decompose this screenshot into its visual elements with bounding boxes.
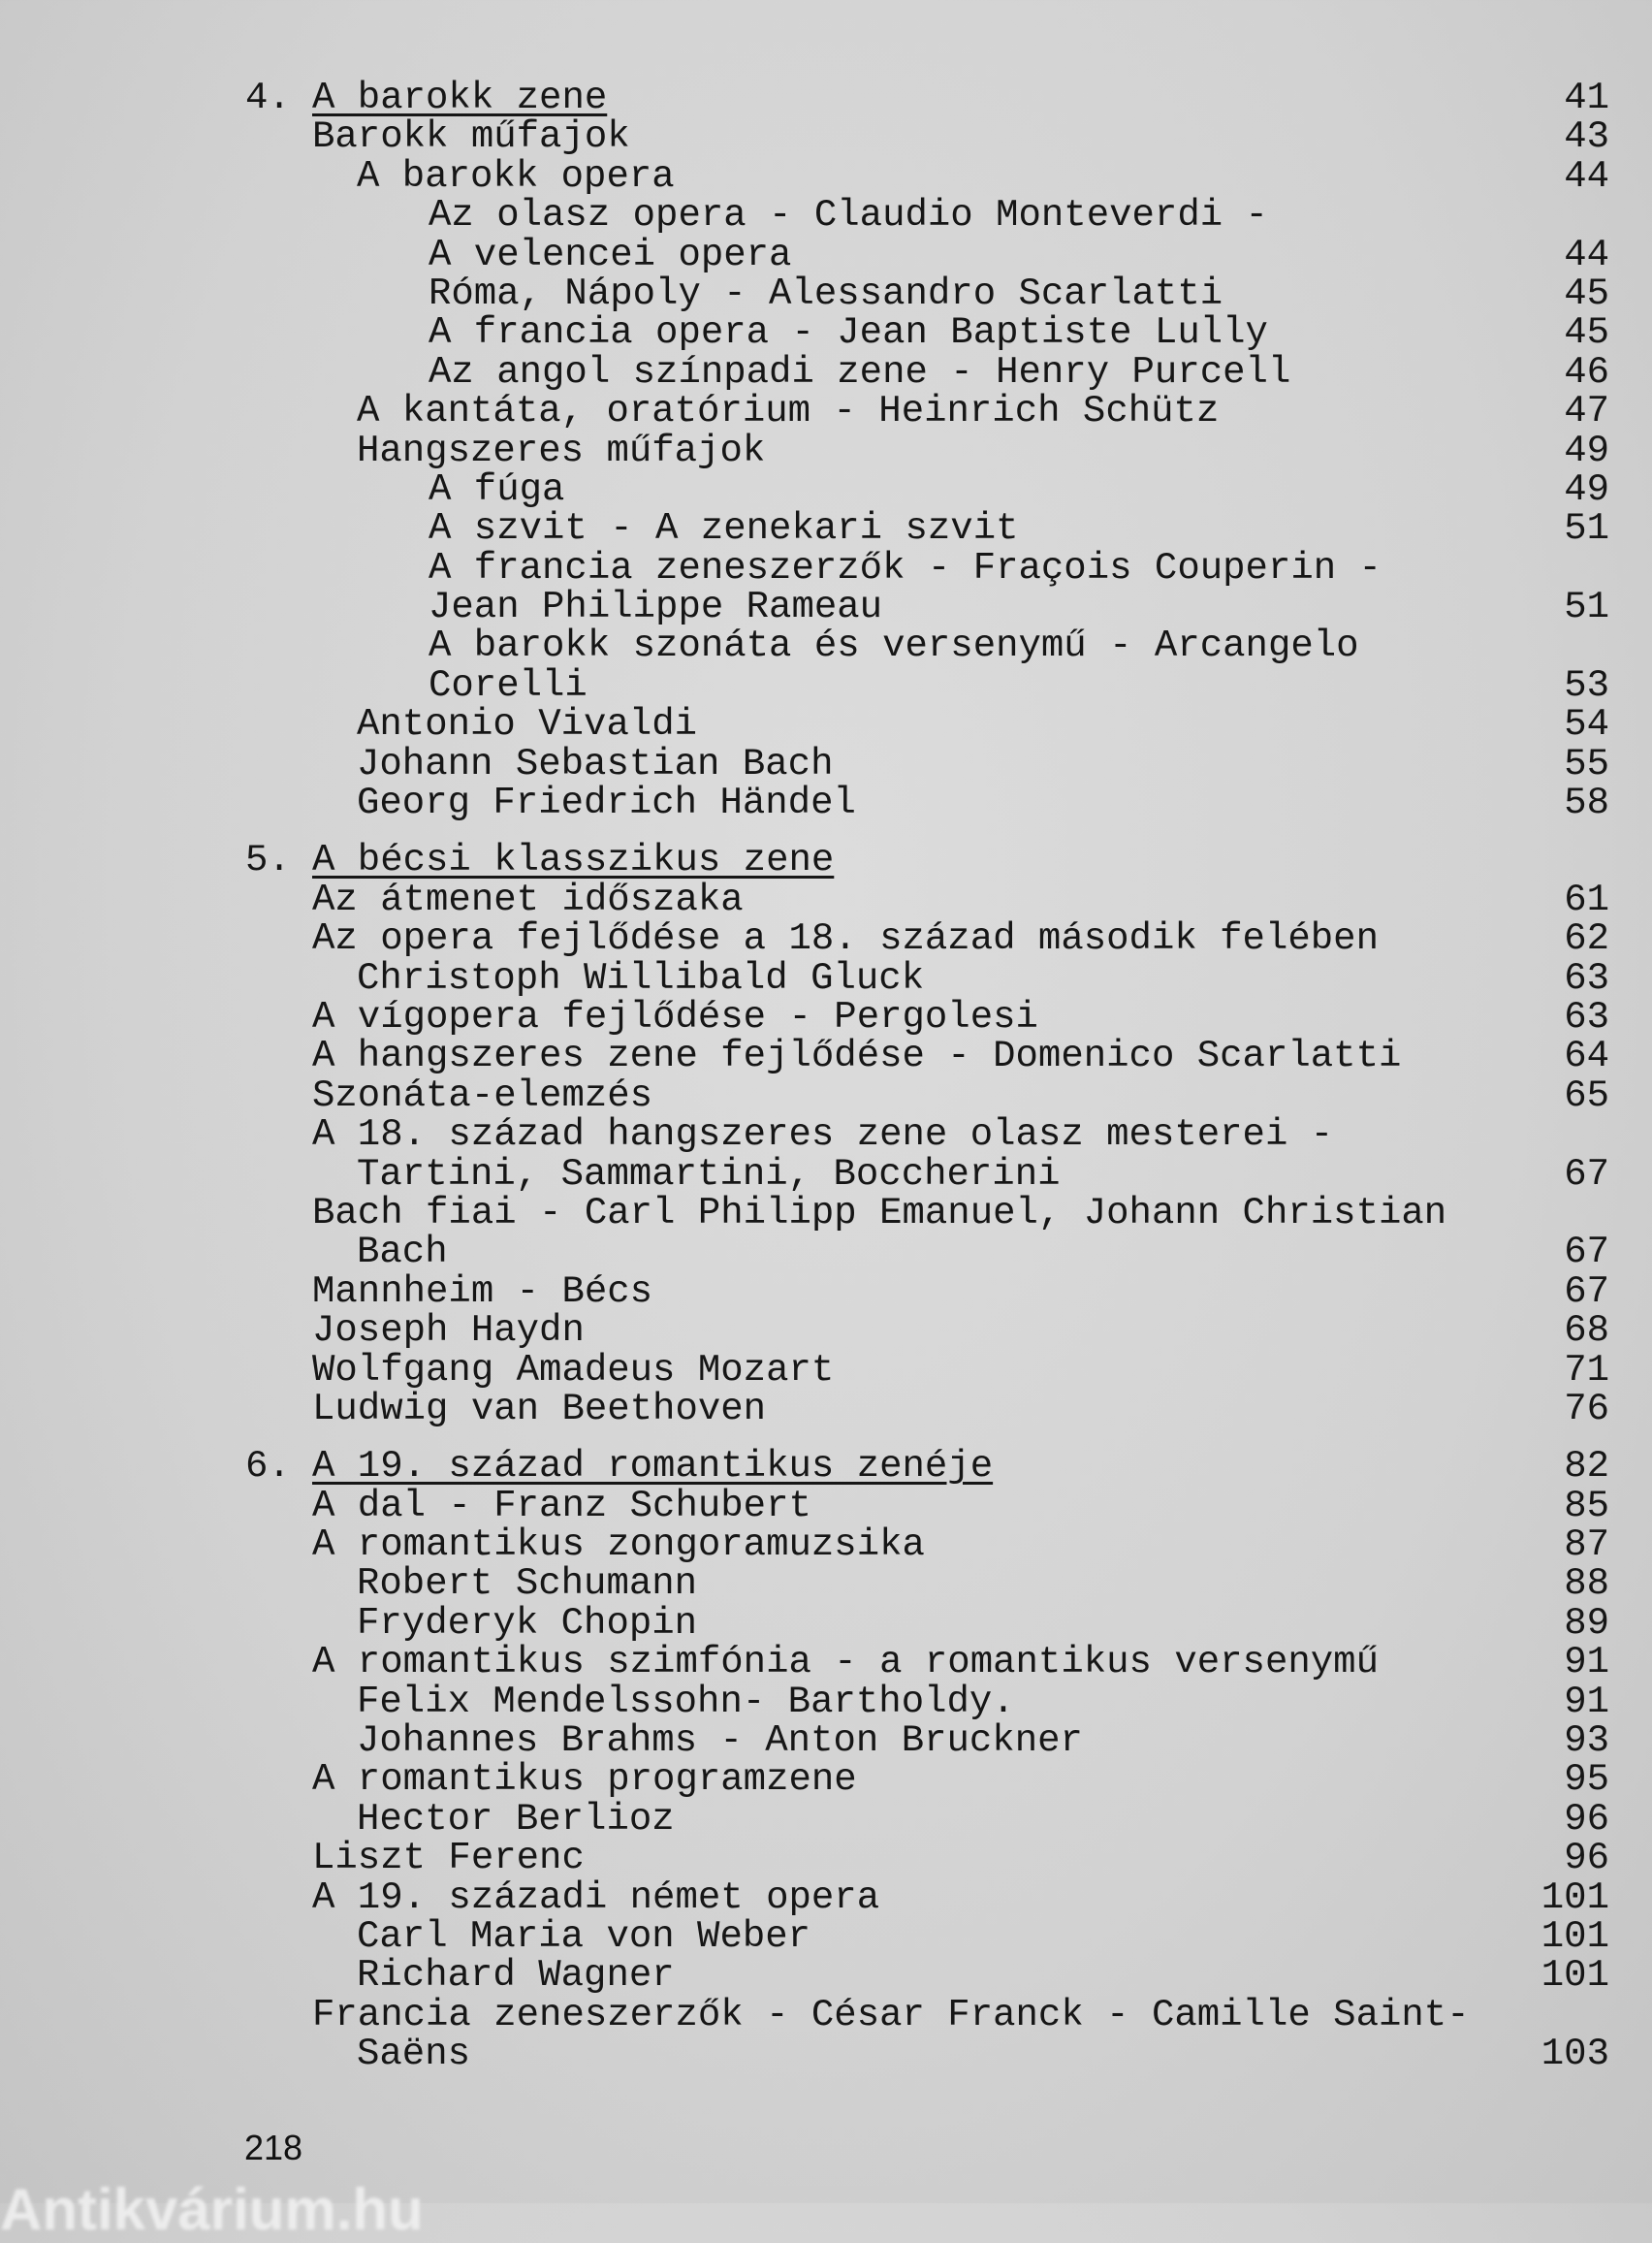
dot-leader xyxy=(470,2035,484,2073)
toc-entry xyxy=(0,586,1652,629)
entry-title: Richard Wagner xyxy=(357,1954,675,1998)
entry-page-number: 47 xyxy=(1564,390,1609,433)
entry-title: Felix Mendelssohn- Bartholdy. xyxy=(357,1680,1015,1723)
toc-entry xyxy=(0,956,1652,1000)
entry-title: Antonio Vivaldi xyxy=(357,703,698,747)
entry-title: Ludwig van Beethoven xyxy=(312,1387,767,1430)
entry-title: Az olasz opera - Claudio Monteverdi - xyxy=(429,194,1268,238)
chapter-entry xyxy=(0,1445,1652,1489)
dot-leader xyxy=(879,1878,893,1917)
entry-page-number: 76 xyxy=(1564,1387,1609,1430)
toc-entry xyxy=(0,1914,1652,1958)
entry-title: A kantáta, oratórium - Heinrich Schütz xyxy=(357,390,1220,433)
entry-title: Francia zeneszerzők - César Franck - Camille Saint- xyxy=(312,1993,1470,2036)
toc-entry xyxy=(0,546,1652,590)
entry-title: A romantikus zongoramuzsika xyxy=(312,1523,925,1567)
toc-entry xyxy=(0,995,1652,1039)
entry-title: Mannheim - Bécs xyxy=(312,1269,653,1313)
entry-title: Tartini, Sammartini, Boccherini xyxy=(357,1152,1061,1196)
entry-page-number: 101 xyxy=(1541,1954,1609,1998)
entry-page-number: 95 xyxy=(1564,1758,1609,1802)
entry-page-number: 96 xyxy=(1564,1837,1609,1880)
dot-leader xyxy=(448,1233,461,1271)
dot-leader xyxy=(585,1839,598,1877)
entry-title: Joseph Haydn xyxy=(312,1309,585,1353)
dot-leader xyxy=(652,1076,666,1115)
entry-title: Bach fiai - Carl Philipp Emanuel, Johann Christian xyxy=(312,1191,1447,1234)
entry-title: Corelli xyxy=(429,663,588,707)
toc-entry xyxy=(0,1035,1652,1078)
toc-entry xyxy=(0,1954,1652,1998)
toc-entry xyxy=(0,1348,1652,1392)
toc-entry xyxy=(0,1191,1652,1234)
entry-page-number: 45 xyxy=(1564,272,1609,315)
dot-leader xyxy=(924,959,937,998)
toc-entry xyxy=(0,1993,1652,2036)
entry-title: A hangszeres zene fejlődése - Domenico Scarlatti xyxy=(312,1035,1402,1078)
dot-leader xyxy=(1379,1643,1392,1682)
chapter-entry xyxy=(0,79,1652,117)
dot-leader xyxy=(765,432,778,470)
entry-title: Szonáta-elemzés xyxy=(312,1073,653,1117)
dot-leader xyxy=(1083,1721,1096,1760)
toc-entry xyxy=(0,742,1652,785)
toc-entry xyxy=(0,2033,1652,2076)
chapter-entry xyxy=(0,841,1652,880)
dot-leader xyxy=(697,705,711,744)
dot-leader xyxy=(791,236,805,274)
dot-leader xyxy=(882,588,896,626)
entry-title: A barokk opera xyxy=(357,154,675,198)
dot-leader xyxy=(1038,998,1052,1037)
dot-leader xyxy=(1019,509,1032,548)
entry-title: Johannes Brahms - Anton Bruckner xyxy=(357,1719,1083,1763)
entry-page-number: 43 xyxy=(1564,115,1609,159)
entry-title: A dal - Franz Schubert xyxy=(312,1484,811,1527)
dot-leader xyxy=(1223,274,1236,313)
entry-page-number: 44 xyxy=(1564,154,1609,198)
entry-title: Saëns xyxy=(357,2033,471,2076)
entry-title: Jean Philippe Rameau xyxy=(429,586,883,629)
entry-page-number: 44 xyxy=(1564,233,1609,276)
entry-page-number: 49 xyxy=(1564,429,1609,472)
toc-entry xyxy=(0,1269,1652,1313)
entry-title: A francia opera - Jean Baptiste Lully xyxy=(429,311,1268,355)
dot-leader xyxy=(675,1800,688,1839)
toc-entry xyxy=(0,233,1652,276)
entry-title: Az angol színpadi zene - Henry Purcell xyxy=(429,350,1291,394)
entry-page-number: 67 xyxy=(1564,1269,1609,1313)
toc-entry xyxy=(0,625,1652,668)
dot-leader xyxy=(856,784,870,822)
entry-page-number: 67 xyxy=(1564,1152,1609,1196)
entry-title: Georg Friedrich Händel xyxy=(357,782,856,825)
entry-page-number: 54 xyxy=(1564,703,1609,747)
toc-entry xyxy=(0,1231,1652,1274)
entry-title: A romantikus szimfónia - a romantikus versenymű xyxy=(312,1641,1379,1684)
toc-entry xyxy=(0,1643,1652,1682)
entry-page-number: 46 xyxy=(1564,350,1609,394)
entry-page-number: 93 xyxy=(1564,1719,1609,1763)
toc-entry xyxy=(0,917,1652,961)
toc-entry xyxy=(0,392,1652,431)
toc-entry xyxy=(0,115,1652,159)
toc-entry xyxy=(0,1719,1652,1763)
entry-title: Az átmenet időszaka xyxy=(312,878,744,921)
entry-page-number: 101 xyxy=(1541,1875,1609,1919)
entry-title: A romantikus programzene xyxy=(312,1758,857,1802)
toc-entry xyxy=(0,703,1652,747)
dot-leader xyxy=(810,1917,824,1956)
entry-page-number: 53 xyxy=(1564,663,1609,707)
entry-page-number: 89 xyxy=(1564,1601,1609,1645)
dot-leader xyxy=(697,1564,711,1603)
watermark: Antikvárium.hu xyxy=(0,2177,424,2242)
toc-entry xyxy=(0,1523,1652,1567)
dot-leader xyxy=(1290,353,1304,392)
chapter-number: 6. xyxy=(245,1445,291,1489)
toc-entry xyxy=(0,1484,1652,1527)
entry-page-number: 55 xyxy=(1564,742,1609,785)
chapter-number: 5. xyxy=(245,839,291,882)
entry-page-number: 64 xyxy=(1564,1035,1609,1078)
entry-page-number: 88 xyxy=(1564,1562,1609,1606)
entry-page-number: 61 xyxy=(1564,878,1609,921)
entry-page-number: 63 xyxy=(1564,956,1609,1000)
table-of-contents xyxy=(0,79,1652,2074)
entry-title: Robert Schumann xyxy=(357,1562,698,1606)
entry-page-number: 45 xyxy=(1564,311,1609,355)
toc-entry xyxy=(0,1073,1652,1117)
dot-leader xyxy=(925,1525,938,1564)
entry-page-number: 103 xyxy=(1541,2033,1609,2076)
dot-leader xyxy=(564,470,578,509)
toc-entry xyxy=(0,1309,1652,1353)
toc-entry xyxy=(0,1875,1652,1919)
entry-title: A 18. század hangszeres zene olasz mesterei - xyxy=(312,1113,1334,1157)
entry-title: Fryderyk Chopin xyxy=(357,1601,698,1645)
entry-title: Liszt Ferenc xyxy=(312,1837,585,1880)
dot-leader xyxy=(993,1447,1006,1486)
entry-title: A fúga xyxy=(429,467,565,511)
entry-title: A 19. századi német opera xyxy=(312,1875,880,1919)
entry-title: Az opera fejlődése a 18. század második felében xyxy=(312,917,1379,961)
entry-page-number: 65 xyxy=(1564,1073,1609,1117)
entry-title: A bécsi klasszikus zene xyxy=(312,839,835,882)
entry-page-number: 58 xyxy=(1564,782,1609,825)
page-number: 218 xyxy=(244,2128,303,2167)
toc-entry xyxy=(0,1601,1652,1645)
entry-title: Hangszeres műfajok xyxy=(357,429,766,472)
entry-page-number: 41 xyxy=(1564,77,1609,119)
toc-entry xyxy=(0,507,1652,551)
entry-title: Johann Sebastian Bach xyxy=(357,742,834,785)
dot-leader xyxy=(652,1272,666,1311)
toc-entry xyxy=(0,154,1652,198)
toc-entry xyxy=(0,194,1652,238)
toc-entry xyxy=(0,1387,1652,1430)
entry-page-number: 49 xyxy=(1564,467,1609,511)
entry-title: A velencei opera xyxy=(429,233,792,276)
entry-title: Hector Berlioz xyxy=(357,1797,675,1841)
dot-leader xyxy=(585,1311,598,1350)
entry-page-number: 71 xyxy=(1564,1348,1609,1392)
entry-page-number: 91 xyxy=(1564,1641,1609,1684)
dot-leader xyxy=(1379,919,1392,958)
dot-leader xyxy=(588,666,601,705)
toc-entry xyxy=(0,350,1652,394)
dot-leader xyxy=(675,157,688,196)
toc-entry xyxy=(0,1837,1652,1880)
dot-leader xyxy=(1268,313,1282,352)
dot-leader xyxy=(744,881,757,919)
entry-title: A francia zeneszerzők - Fraçois Couperin - xyxy=(429,546,1382,590)
toc-entry xyxy=(0,1562,1652,1606)
entry-title: Christoph Willibald Gluck xyxy=(357,956,925,1000)
dot-leader xyxy=(1219,392,1232,431)
dot-leader xyxy=(834,1351,847,1390)
entry-title: A barokk zene xyxy=(312,77,608,119)
entry-page-number: 82 xyxy=(1564,1445,1609,1489)
dot-leader xyxy=(630,117,644,156)
dot-leader xyxy=(811,1487,825,1525)
dot-leader xyxy=(766,1390,779,1428)
chapter-number: 4. xyxy=(245,77,291,119)
dot-leader xyxy=(1061,1155,1074,1194)
dot-leader xyxy=(833,745,846,784)
entry-title: Bach xyxy=(357,1231,448,1274)
entry-title: Barokk műfajok xyxy=(312,115,630,159)
dot-leader xyxy=(675,1956,688,1995)
entry-title: A szvit - A zenekari szvit xyxy=(429,507,1019,551)
toc-entry xyxy=(0,782,1652,825)
toc-entry xyxy=(0,467,1652,511)
entry-page-number: 87 xyxy=(1564,1523,1609,1567)
toc-entry xyxy=(0,663,1652,707)
toc-entry xyxy=(0,429,1652,472)
entry-page-number: 101 xyxy=(1541,1914,1609,1958)
entry-page-number: 62 xyxy=(1564,917,1609,961)
entry-title: A barokk szonáta és versenymű - Arcangelo xyxy=(429,625,1359,668)
toc-entry xyxy=(0,1113,1652,1157)
entry-page-number: 67 xyxy=(1564,1231,1609,1274)
entry-page-number: 68 xyxy=(1564,1309,1609,1353)
entry-page-number: 91 xyxy=(1564,1680,1609,1723)
dot-leader xyxy=(697,1604,711,1643)
toc-entry xyxy=(0,878,1652,921)
toc-entry xyxy=(0,1152,1652,1196)
entry-page-number: 63 xyxy=(1564,995,1609,1039)
entry-page-number: 51 xyxy=(1564,507,1609,551)
dot-leader xyxy=(857,1760,871,1799)
entry-title: A 19. század romantikus zenéje xyxy=(312,1445,994,1489)
entry-page-number: 96 xyxy=(1564,1797,1609,1841)
toc-entry xyxy=(0,1682,1652,1721)
toc-entry xyxy=(0,311,1652,355)
entry-title: A vígopera fejlődése - Pergolesi xyxy=(312,995,1038,1039)
toc-entry xyxy=(0,1758,1652,1802)
toc-entry xyxy=(0,1797,1652,1841)
toc-entry xyxy=(0,274,1652,313)
entry-title: Róma, Nápoly - Alessandro Scarlatti xyxy=(429,272,1223,315)
dot-leader xyxy=(1401,1037,1414,1075)
entry-page-number: 51 xyxy=(1564,586,1609,629)
entry-title: Carl Maria von Weber xyxy=(357,1914,811,1958)
dot-leader xyxy=(607,79,620,117)
entry-title: Wolfgang Amadeus Mozart xyxy=(312,1348,835,1392)
entry-page-number: 85 xyxy=(1564,1484,1609,1527)
